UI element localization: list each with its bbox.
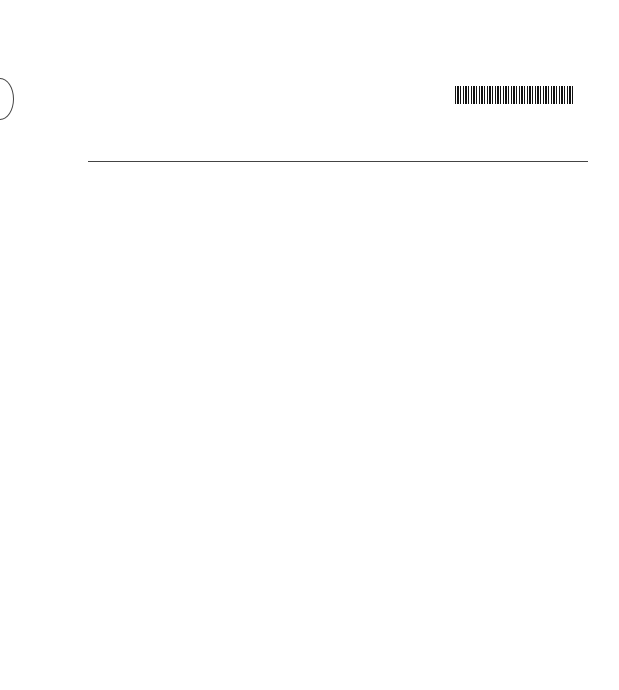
document-title <box>0 226 619 241</box>
divider-line <box>88 161 588 162</box>
margin-loop-mark <box>0 78 14 120</box>
barcode <box>455 86 573 104</box>
